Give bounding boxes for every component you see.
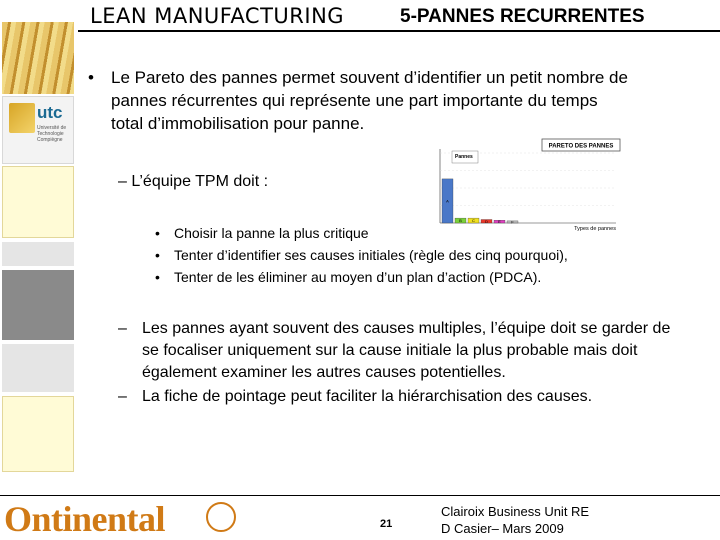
sub-bullet-marker: •	[155, 247, 160, 263]
chart-bar-label: B	[459, 218, 462, 224]
footer-info	[441, 503, 589, 537]
header-title-right: 5-PANNES RECURRENTES	[400, 6, 645, 27]
utc-logo-subtext: Université de Technologie Compiègne	[37, 125, 67, 143]
sub-bullet-item	[155, 266, 655, 288]
sidebar-tile	[2, 344, 74, 392]
page-number: 21	[380, 518, 393, 530]
chart-bar-label: F	[511, 219, 514, 225]
dash-item	[118, 318, 678, 384]
dash-marker: –	[118, 173, 127, 190]
sidebar-tile	[2, 270, 74, 340]
sub-bullet-item	[155, 244, 655, 266]
dash-item-text: Les pannes ayant souvent des causes multiples, l’équipe doit se garder de se focaliser uniquement sur la cause initiale la plus probable mais doit également examiner les autres causes potentielles.	[142, 320, 671, 381]
sidebar-tile	[2, 242, 74, 266]
sidebar-photo	[2, 22, 74, 94]
dash-item	[118, 386, 678, 408]
dash-list	[118, 318, 678, 410]
sub-bullet-text: Tenter d’identifier ses causes initiales (règle des cinq pourquoi),	[174, 247, 568, 263]
dash-marker: –	[118, 320, 127, 337]
tpm-team-heading	[118, 172, 268, 192]
sidebar-tile	[2, 166, 74, 238]
dash-item-text: La fiche de pointage peut faciliter la hiérarchisation des causes.	[142, 388, 593, 405]
bullet-marker: •	[88, 68, 94, 87]
sub-bullet-text: Choisir la panne la plus critique	[174, 225, 369, 241]
chart-bar-label: D	[485, 218, 488, 224]
horse-emblem-icon	[206, 502, 236, 532]
utc-logo-mark-icon	[9, 103, 35, 133]
pareto-chart-svg	[418, 135, 622, 231]
pareto-chart	[418, 135, 622, 231]
sub-bullet-marker: •	[155, 225, 160, 241]
chart-x-axis-label: Types de pannes	[574, 226, 616, 231]
sidebar-tile	[2, 396, 74, 472]
utc-logo-text: utc	[37, 103, 63, 122]
header-divider	[78, 30, 720, 32]
sub-bullet-list	[155, 222, 655, 288]
chart-bar-label: E	[498, 219, 501, 225]
chart-title: PARETO DES PANNES	[548, 143, 614, 150]
footer-business-unit: Clairoix Business Unit RE	[441, 504, 590, 519]
sub-bullet-marker: •	[155, 269, 160, 285]
left-sidebar	[0, 22, 76, 492]
dash-marker: –	[118, 388, 127, 405]
chart-bar-label: C	[472, 218, 475, 224]
continental-logo: Ontinental	[4, 499, 166, 539]
footer-author-date: D Casier– Mars 2009	[441, 521, 564, 536]
sub-bullet-item	[155, 222, 655, 244]
utc-logo	[2, 96, 74, 164]
tpm-team-heading-text: L’équipe TPM doit :	[131, 173, 269, 190]
main-bullet-text: Le Pareto des pannes permet souvent d’identifier un petit nombre de pannes récurrentes qui représente une part importante du temps total d’immobilisation pour panne.	[111, 68, 628, 133]
chart-bar-label: A	[446, 198, 449, 204]
sub-bullet-text: Tenter de les éliminer au moyen d’un plan d’action (PDCA).	[174, 269, 542, 285]
header-title-left: LEAN MANUFACTURING	[90, 4, 345, 28]
chart-legend-title: Pannes	[455, 154, 473, 160]
footer-divider	[0, 495, 720, 496]
